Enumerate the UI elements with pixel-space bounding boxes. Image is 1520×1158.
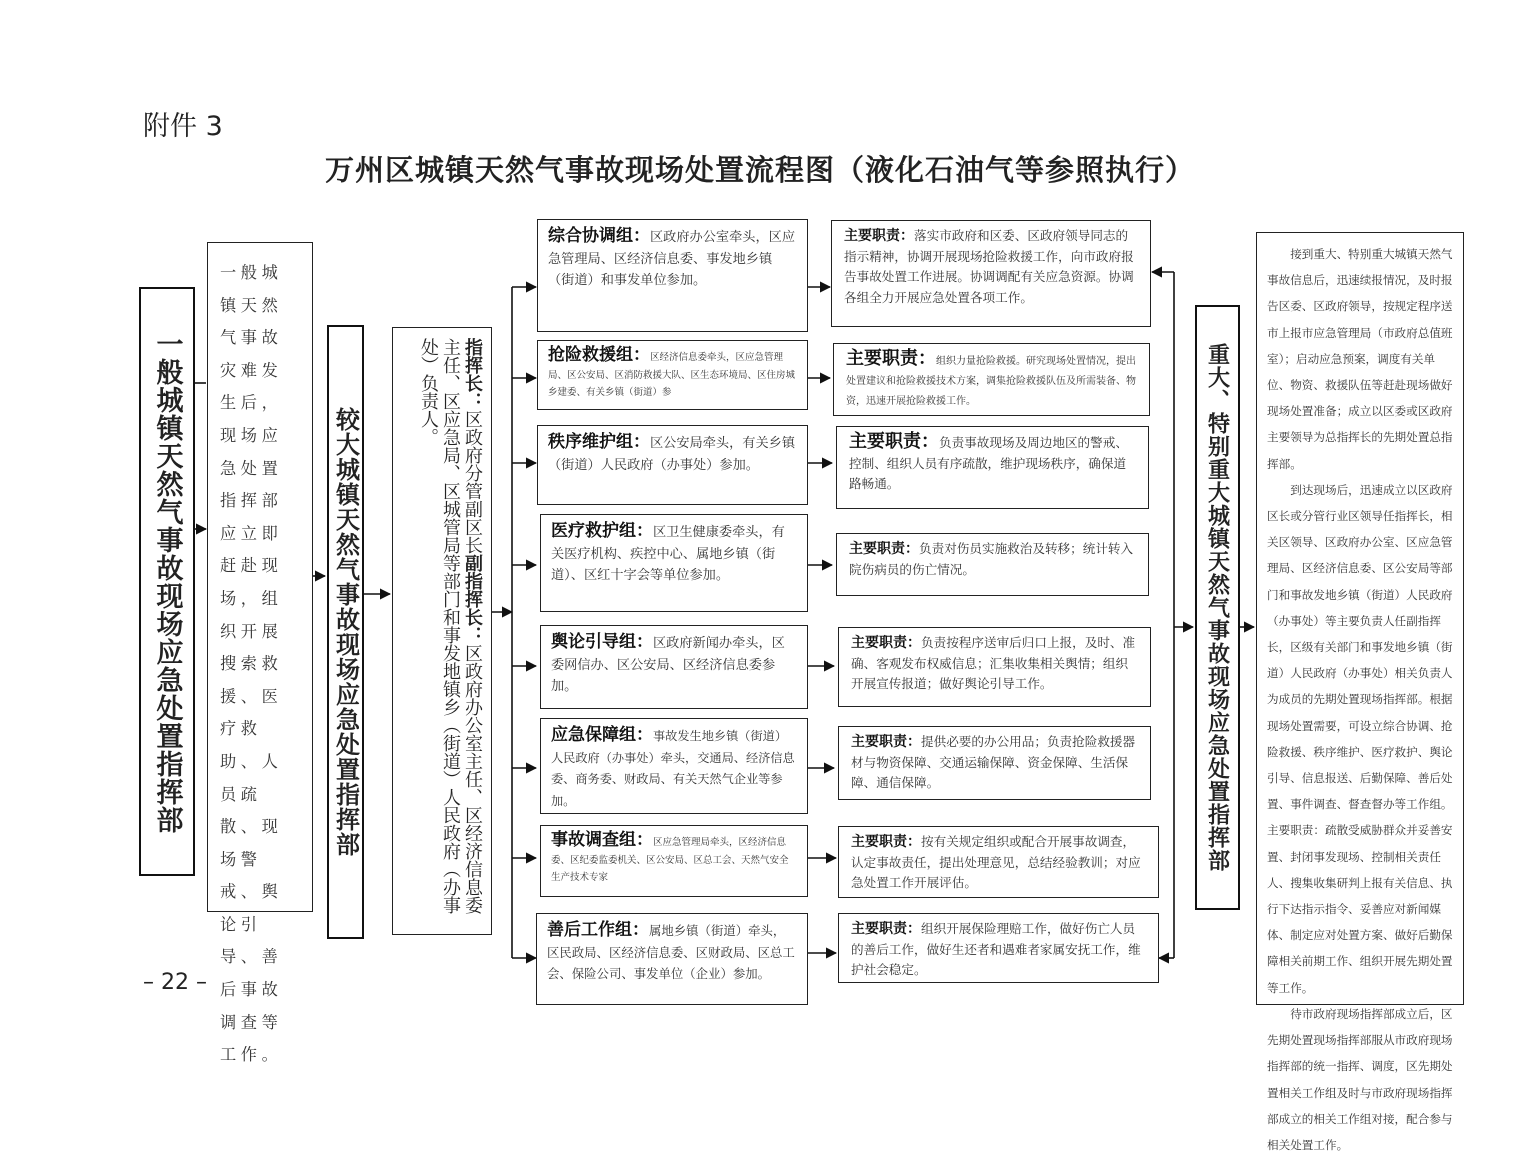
- duty-box-rescue: [833, 343, 1150, 416]
- group-box-rescue: [537, 340, 808, 410]
- group-name: 舆论引导组：: [551, 632, 653, 652]
- attachment-label: 附件 3: [143, 111, 223, 142]
- duty-label: 主要职责：: [851, 834, 921, 850]
- major-command-description: [1256, 232, 1464, 1152]
- major-command-box: [1195, 305, 1240, 910]
- duty-label: 主要职责：: [849, 431, 939, 452]
- duty-label: 主要职责：: [851, 734, 921, 750]
- group-text: 区卫生健康委牵头，有关医疗机构、疾控中心、属地乡镇（街道）、区红十字会等单位参加。: [551, 525, 785, 583]
- deputy-label: 副指挥长：: [462, 554, 483, 644]
- duty-box-investigation: [838, 826, 1159, 898]
- major-command-title: 重大、特别重大城镇天然气事故现场应急处置指挥部: [1204, 343, 1231, 872]
- group-box-coordination: [537, 219, 808, 332]
- major-paragraph: 待市政府现场指挥部成立后，区先期处置现场指挥部服从市政府现场指挥部的统一指挥、调度，区先期处置相关工作组及时与市政府现场指挥部成立的相关工作组对接，配合参与相关处置工作。: [1267, 1006, 1453, 1152]
- major-paragraph: 到达现场后，迅速成立以区政府区长或分管行业区领导任指挥长，相关区领导、区政府办公室、区应急管理局、区经济信息委、区公安局等部门和事故发地乡镇（街道）人民政府（办事处）等主要负责人任副指挥长，区级有关部门和事发地乡镇（街道）人民政府（办事处）相关负责人为成员的先期处置现场指挥部。根据现场处置需要，可设立综合协调、抢险救援、秩序维护、医疗救护、舆论引导、信息报送、后勤保障、善后处置、事件调查、督查督办等工作组。主要职责：疏散受威胁群众并妥善安置、封闭事发现场、控制相关责任人、搜集收集研判上报有关信息、执行下达指示指令、妥善应对新闻媒体、制定应对处置方案、做好后勤保障相关前期工作、组织开展先期处置等工作。: [1267, 482, 1453, 995]
- group-box-medical: [540, 514, 808, 612]
- duty-box-order: [836, 426, 1149, 509]
- group-name: 善后工作组：: [547, 920, 649, 940]
- group-name: 事故调查组：: [551, 830, 653, 850]
- larger-command-leaders: [392, 327, 492, 935]
- duty-label: 主要职责：: [849, 541, 919, 557]
- larger-command-title: 较大城镇天然气事故现场应急处置指挥部: [331, 407, 361, 857]
- duty-box-publicity: [838, 627, 1151, 707]
- duty-text: 按有关规定组织或配合开展事故调查，认定事故责任，提出处理意见，总结经验教训；对应急处置工作开展评估。: [851, 834, 1141, 890]
- duty-label: 主要职责：: [846, 348, 936, 369]
- commander-text: 区政府分管副区长: [462, 410, 483, 554]
- major-paragraph: 接到重大、特别重大城镇天然气事故信息后，迅速续报情况，及时报告区委、区政府领导，按规定程序送市上报市应急管理局（市政府总值班室）；启动应急预案，调度有关单位、物资、救援队伍等赶赴现场做好现场处置准备；成立以区委或区政府主要领导为总指挥长的先期处置总指挥部。: [1267, 247, 1453, 471]
- duty-text: 负责对伤员实施救治及转移；统计转入院伤病员的伤亡情况。: [849, 541, 1134, 577]
- group-text: 事故发生地乡镇（街道）人民政府（办事处）牵头，交通局、经济信息委、商务委、财政局、有关天然气企业等参加。: [551, 729, 795, 808]
- general-command-title: 一般城镇天然气事故现场应急处置指挥部: [151, 329, 183, 834]
- group-text: 区政府新闻办牵头，区委网信办、区公安局、区经济信息委参加。: [551, 636, 785, 694]
- duty-text: 负责事故现场及周边地区的警戒、控制、组织人员有序疏散，维护现场秩序，确保道路畅通。: [849, 435, 1128, 491]
- duty-box-aftermath: [838, 913, 1159, 983]
- duty-box-support: [838, 726, 1151, 800]
- group-name: 综合协调组：: [548, 226, 650, 246]
- group-box-aftermath: [536, 913, 808, 1005]
- group-name: 医疗救护组：: [551, 521, 653, 541]
- duty-text: 组织力量抢险救援。研究现场处置情况，提出处置建议和抢险救援技术方案，调集抢险救援队伍及所需装备、物资，迅速开展抢险救援工作。: [846, 356, 1136, 407]
- commander-label: 指挥长：: [462, 338, 483, 410]
- group-box-investigation: [540, 825, 808, 897]
- page-title: 万州区城镇天然气事故现场处置流程图（液化石油气等参照执行）: [324, 153, 1195, 187]
- group-text: 区政府办公室牵头，区应急管理局、区经济信息委、事发地乡镇（街道）和事发单位参加。: [548, 230, 796, 288]
- group-text: 属地乡镇（街道）牵头，区民政局、区经济信息委、区财政局、区总工会、保险公司、事发单位（企业）参加。: [547, 923, 795, 981]
- group-box-publicity: [540, 625, 808, 709]
- duty-text: 提供必要的办公用品；负责抢险救援器材与物资保障、交通运输保障、资金保障、生活保障、通信保障。: [851, 734, 1136, 790]
- duty-label: 主要职责：: [844, 228, 914, 244]
- duty-text: 落实市政府和区委、区政府领导同志的指示精神，协调开展现场抢险救援工作，向市政府报告事故处置工作进展。协调调配有关应急资源。协调各组全力开展应急处置各项工作。: [844, 228, 1134, 305]
- deputy-text: 区政府办公室主任、区经济信息委主任、区应急局、区城管局等部门和事发地镇乡（街道）人民政府（办事处）负责人。: [418, 338, 483, 914]
- group-box-support: [540, 718, 808, 814]
- duty-box-coordination: [831, 220, 1151, 327]
- general-command-box: [139, 287, 195, 876]
- group-text: 区公安局牵头，有关乡镇（街道）人民政府（办事处）参加。: [548, 436, 796, 473]
- larger-command-box: [327, 325, 364, 939]
- group-box-order: [537, 425, 808, 505]
- page-number: – 22 –: [143, 970, 207, 995]
- group-text: 区应急管理局牵头，区经济信息委、区纪委监委机关、区公安局、区总工会、天然气安全生产技术专家: [551, 837, 789, 883]
- group-name: 抢险救援组：: [548, 345, 650, 365]
- group-name: 应急保障组：: [551, 725, 653, 745]
- duty-text: 组织开展保险理赔工作，做好伤亡人员的善后工作，做好生还者和遇难者家属安抚工作，维护社会稳定。: [851, 921, 1141, 977]
- duty-text: 负责按程序送审后归口上报，及时、准确、客观发布权威信息；汇集收集相关舆情；组织开展宣传报道；做好舆论引导工作。: [851, 635, 1136, 691]
- duty-box-medical: [836, 533, 1149, 596]
- group-name: 秩序维护组：: [548, 432, 650, 452]
- general-command-description: 一般城镇天然气事故灾难发生后，现场应急处置指挥部应立即赶赴现场，组织开展搜索救援、医疗救助、人员疏散、现场警戒、舆论引导、善后事故调查等工作。: [207, 242, 313, 912]
- duty-label: 主要职责：: [851, 921, 921, 937]
- group-text: 区经济信息委牵头，区应急管理局、区公安局、区消防救援大队、区生态环境局、区住房城乡建委、有关乡镇（街道）参: [548, 352, 796, 398]
- duty-label: 主要职责：: [851, 635, 921, 651]
